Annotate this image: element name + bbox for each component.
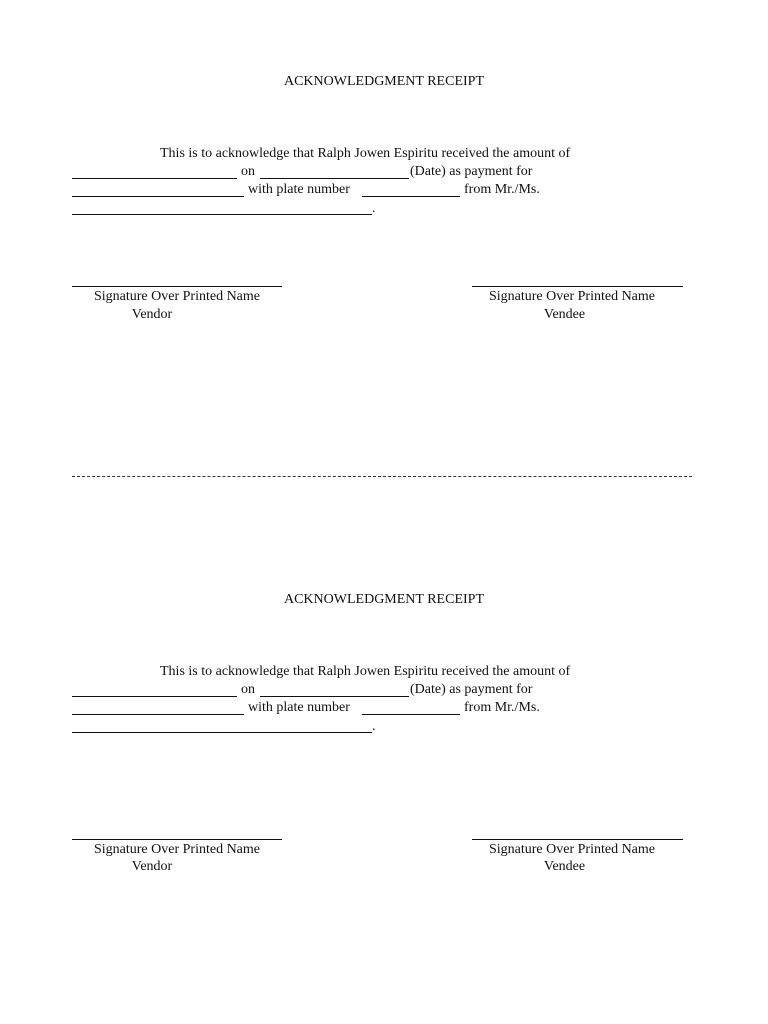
vendee-signature-caption: Signature Over Printed Name (488, 289, 655, 304)
payment-for-blank[interactable] (72, 196, 244, 197)
vendee-role: Vendee (543, 859, 586, 874)
vendee-signature-line[interactable] (472, 839, 683, 840)
plate-number-blank[interactable] (362, 714, 460, 715)
on-label: on (241, 164, 255, 179)
date-blank[interactable] (260, 178, 409, 179)
payment-for-blank[interactable] (72, 714, 244, 715)
vendee-signature-line[interactable] (472, 286, 683, 287)
from-label: from Mr./Ms. (464, 700, 540, 715)
vendor-signature-line[interactable] (72, 839, 282, 840)
on-label: on (241, 682, 255, 697)
vendee-signature-caption: Signature Over Printed Name (488, 842, 655, 857)
receipt-title: ACKNOWLEDGMENT RECEIPT (283, 74, 484, 89)
plate-label: with plate number (248, 700, 350, 715)
end-punct: . (372, 201, 376, 216)
vendor-signature-caption: Signature Over Printed Name (93, 842, 260, 857)
from-name-blank[interactable] (72, 732, 372, 733)
receipt-intro: This is to acknowledge that Ralph Jowen Espiritu received the amount of (160, 664, 571, 679)
date-label: (Date) as payment for (410, 164, 533, 179)
plate-label: with plate number (248, 182, 350, 197)
vendor-signature-caption: Signature Over Printed Name (93, 289, 260, 304)
from-name-blank[interactable] (72, 214, 372, 215)
vendee-role: Vendee (543, 307, 586, 322)
date-blank[interactable] (260, 696, 409, 697)
amount-blank[interactable] (72, 178, 237, 179)
date-label: (Date) as payment for (410, 682, 533, 697)
amount-blank[interactable] (72, 696, 237, 697)
cut-line-divider (72, 476, 692, 477)
plate-number-blank[interactable] (362, 196, 460, 197)
end-punct: . (372, 719, 376, 734)
receipt-intro: This is to acknowledge that Ralph Jowen Espiritu received the amount of (160, 146, 571, 161)
vendor-signature-line[interactable] (72, 286, 282, 287)
vendor-role: Vendor (131, 307, 173, 322)
from-label: from Mr./Ms. (464, 182, 540, 197)
receipt-title: ACKNOWLEDGMENT RECEIPT (283, 592, 484, 607)
vendor-role: Vendor (131, 859, 173, 874)
